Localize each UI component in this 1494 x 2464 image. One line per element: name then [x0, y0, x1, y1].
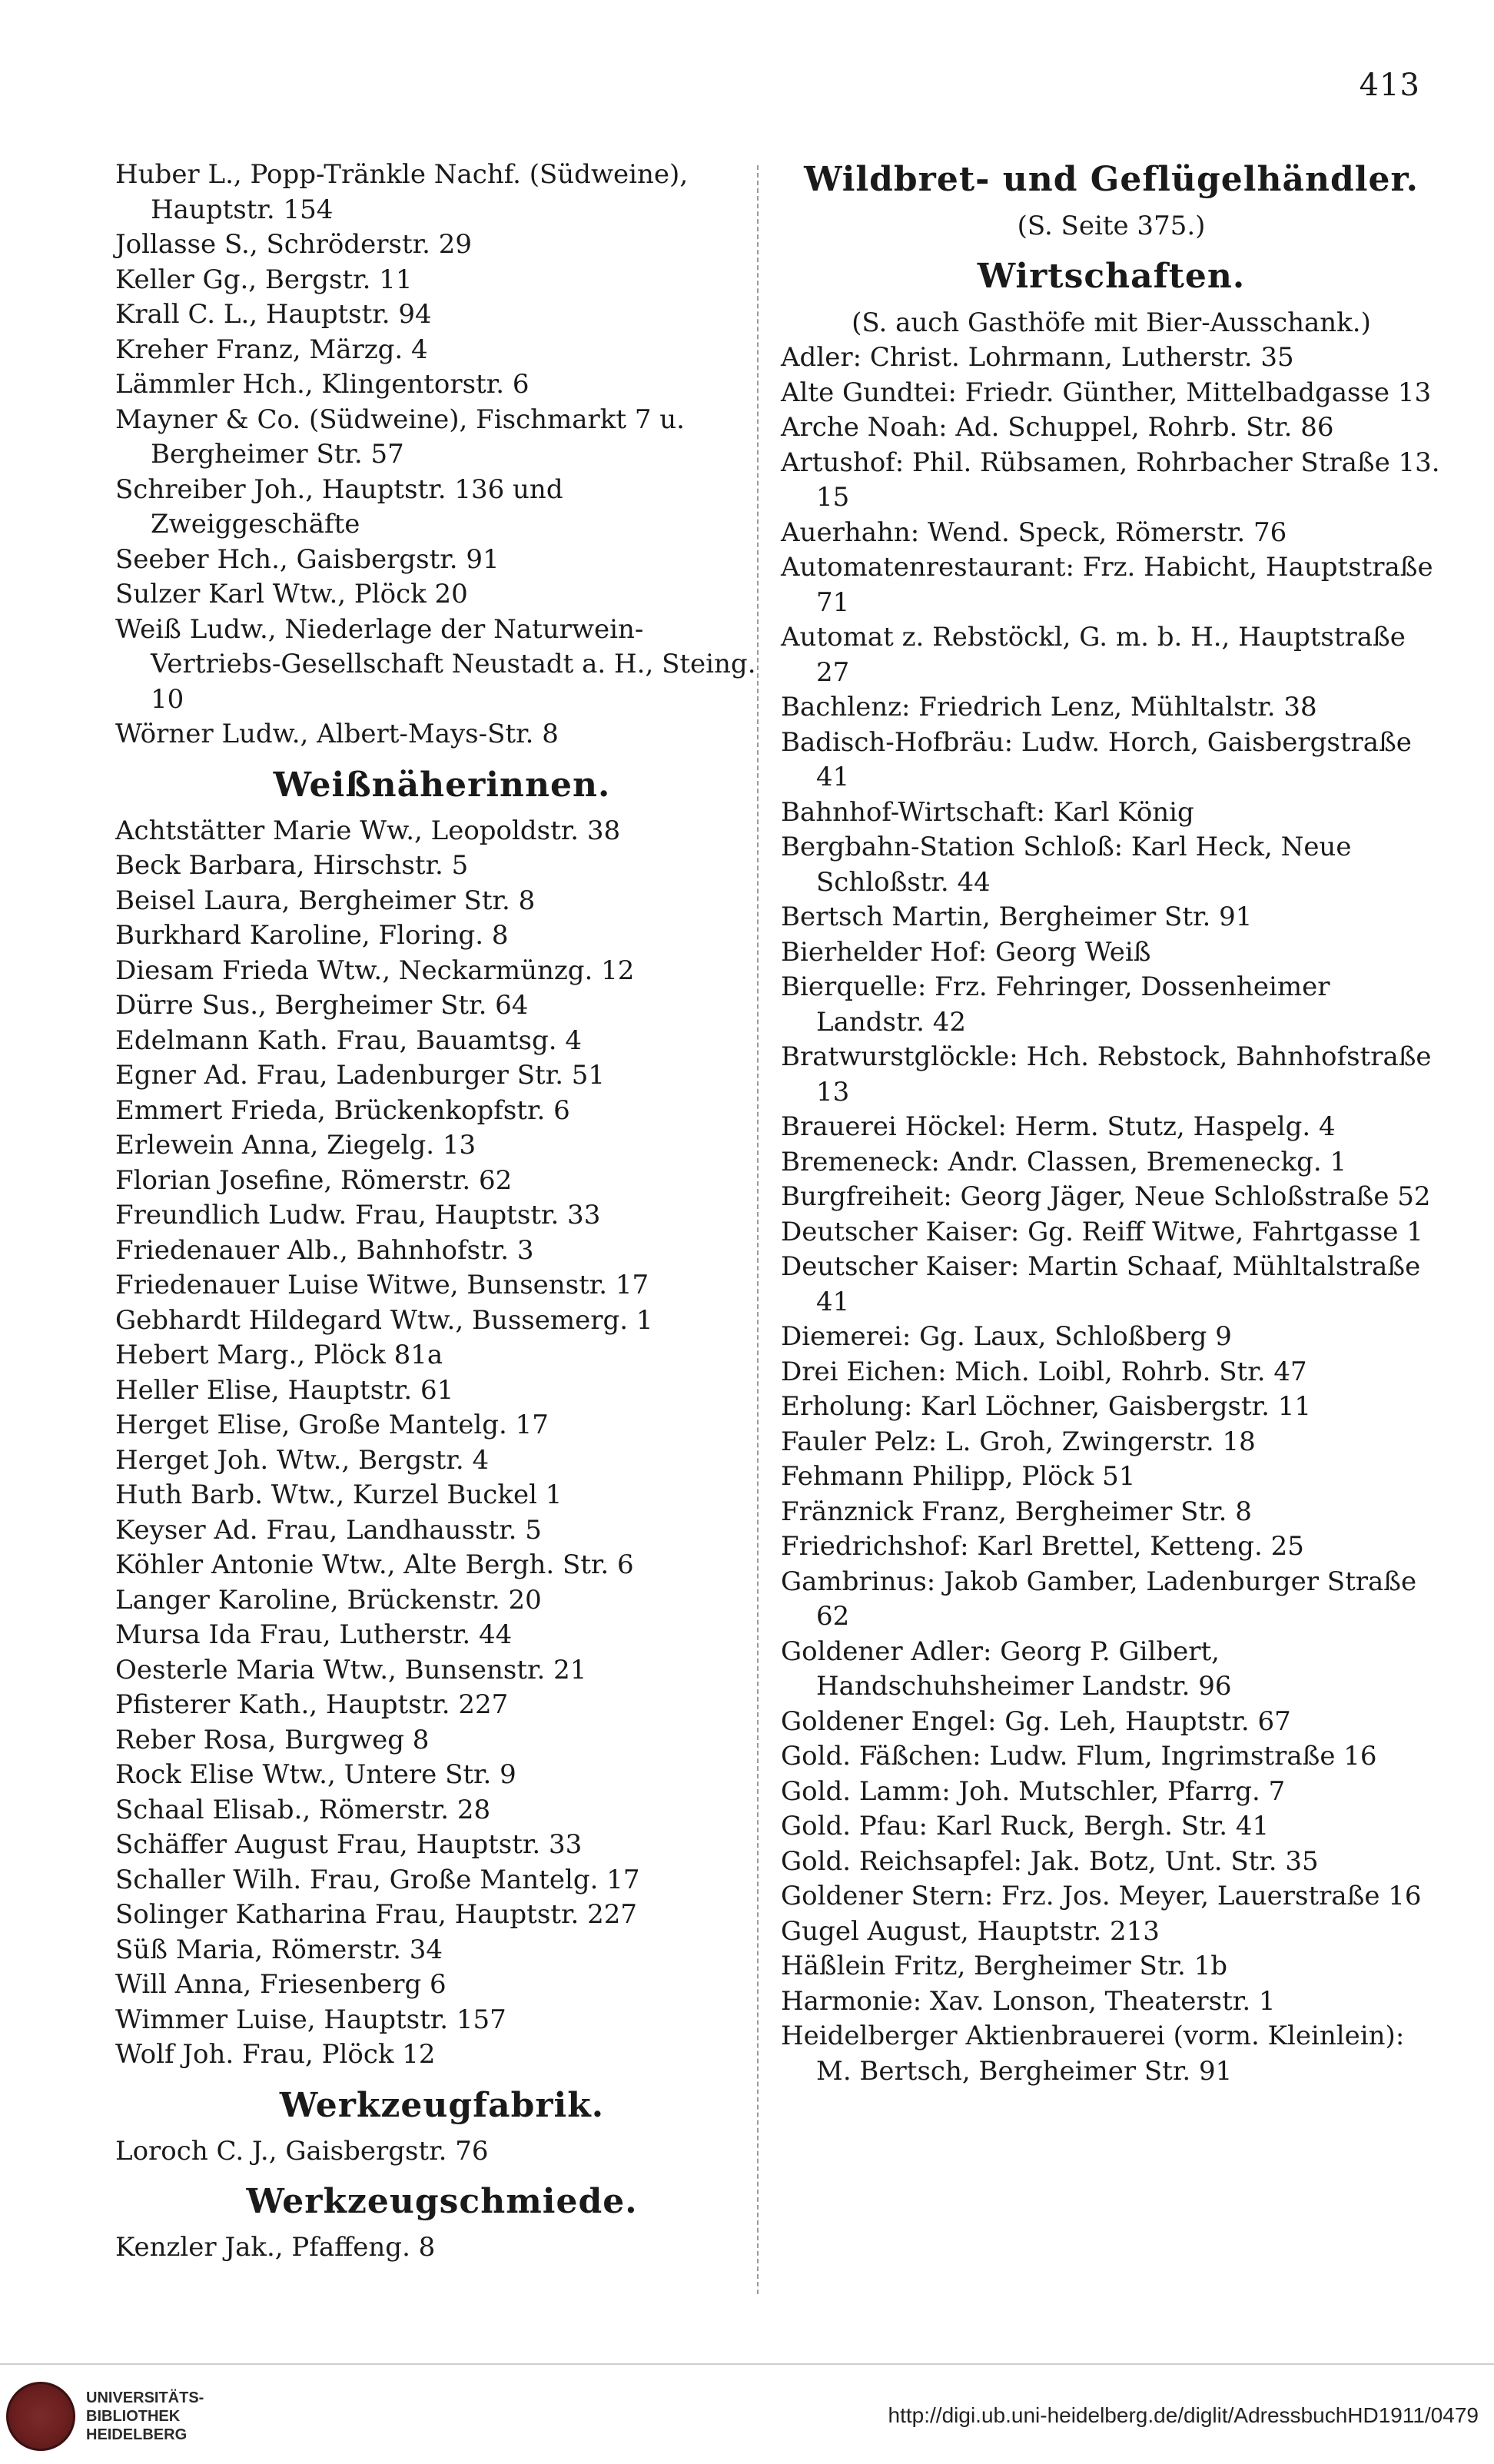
list-item: Friedenauer Luise Witwe, Bunsenstr. 17	[115, 1270, 649, 1300]
list-item: Heidelberger Aktienbrauerei (vorm. Kleinlein): M. Bertsch, Bergheimer Str. 91	[781, 2021, 1405, 2087]
list-item: Herget Elise, Große Mantelg. 17	[115, 1410, 549, 1440]
list-item: Mursa Ida Frau, Lutherstr. 44	[115, 1619, 513, 1650]
list-item: Erlewein Anna, Ziegelg. 13	[115, 1130, 476, 1161]
list-item: Gambrinus: Jakob Gamber, Ladenburger Straße 62	[781, 1566, 1417, 1632]
seal-icon	[6, 2382, 75, 2451]
list-item: Huber L., Popp-Tränkle Nachf. (Südweine), Hauptstr. 154	[115, 159, 689, 225]
list-item: Heller Elise, Hauptstr. 61	[115, 1374, 454, 1406]
list-item: Wörner Ludw., Albert-Mays-Str. 8	[115, 719, 559, 749]
logo-text	[86, 2389, 204, 2444]
list-item: Bahnhof-Wirtschaft: Karl König	[781, 796, 1194, 828]
list-item: Bertsch Martin, Bergheimer Str. 91	[781, 902, 1253, 932]
source-url-link[interactable]: http://digi.ub.uni-heidelberg.de/diglit/AdressbuchHD1911/0479	[888, 2403, 1479, 2427]
list-item: Emmert Frieda, Brückenkopfstr. 6	[115, 1094, 570, 1126]
list-item: Kreher Franz, Märzg. 4	[115, 334, 428, 365]
left-column	[115, 158, 769, 2266]
list-item: Sulzer Karl Wtw., Plöck 20	[115, 579, 468, 609]
list-item: Schaal Elisab., Römerstr. 28	[115, 1794, 491, 1825]
list-item: Pfisterer Kath., Hauptstr. 227	[115, 1689, 509, 1720]
heading-werkzeugfabrik: Werkzeugfabrik.	[279, 2085, 605, 2125]
list-item: Harmonie: Xav. Lonson, Theaterstr. 1	[781, 1985, 1276, 2017]
list-item: Wimmer Luise, Hauptstr. 157	[115, 2004, 506, 2035]
list-item: Diemerei: Gg. Laux, Schloßberg 9	[781, 1321, 1232, 1352]
list-item: Jollasse S., Schröderstr. 29	[115, 229, 473, 260]
list-item: Deutscher Kaiser: Gg. Reiff Witwe, Fahrtgasse 1	[781, 1216, 1423, 1247]
entries-top-list	[115, 158, 769, 752]
list-item: Köhler Antonie Wtw., Alte Bergh. Str. 6	[115, 1549, 634, 1580]
entries-wirtschaften-list	[781, 340, 1442, 2089]
list-item: Krall C. L., Hauptstr. 94	[115, 299, 432, 330]
list-item: Gold. Lamm: Joh. Mutschler, Pfarrg. 7	[781, 1775, 1286, 1807]
list-item: Burgfreiheit: Georg Jäger, Neue Schloßstraße 52	[781, 1181, 1431, 1212]
list-item: Bachlenz: Friedrich Lenz, Mühltalstr. 38	[781, 692, 1317, 722]
list-item: Auerhahn: Wend. Speck, Römerstr. 76	[781, 516, 1287, 548]
list-item: Dürre Sus., Bergheimer Str. 64	[115, 990, 529, 1021]
footer-bar	[0, 2363, 1494, 2464]
list-item: Automat z. Rebstöckl, G. m. b. H., Hauptstraße 27	[781, 622, 1406, 688]
list-item: Lämmler Hch., Klingentorstr. 6	[115, 369, 530, 400]
list-item: Burkhard Karoline, Floring. 8	[115, 920, 509, 951]
library-logo[interactable]	[6, 2382, 204, 2451]
list-item: Gold. Pfau: Karl Ruck, Bergh. Str. 41	[781, 1811, 1270, 1841]
list-item: Kenzler Jak., Pfaffeng. 8	[115, 2232, 436, 2263]
list-item: Fauler Pelz: L. Groh, Zwingerstr. 18	[781, 1426, 1256, 1457]
subheading-wirtschaften: (S. auch Gasthöfe mit Bier-Ausschank.)	[852, 307, 1371, 338]
subheading-wildbret: (S. Seite 375.)	[1017, 211, 1206, 241]
entries-werkzeugfabrik-list	[115, 2134, 769, 2170]
list-item: Adler: Christ. Lohrmann, Lutherstr. 35	[781, 342, 1294, 373]
list-item: Keller Gg., Bergstr. 11	[115, 264, 413, 295]
list-item: Arche Noah: Ad. Schuppel, Rohrb. Str. 86	[781, 412, 1334, 443]
list-item: Erholung: Karl Löchner, Gaisbergstr. 11	[781, 1391, 1312, 1422]
heading-weissnaeherinnen: Weißnäherinnen.	[273, 765, 611, 805]
list-item: Gold. Fäßchen: Ludw. Flum, Ingrimstraße 16	[781, 1741, 1377, 1772]
page-number: 413	[1359, 68, 1420, 103]
list-item: Huth Barb. Wtw., Kurzel Buckel 1	[115, 1479, 563, 1510]
logo-line: BIBLIOTHEK	[86, 2408, 181, 2425]
list-item: Gugel August, Hauptstr. 213	[781, 1915, 1160, 1947]
list-item: Fehmann Philipp, Plöck 51	[781, 1461, 1136, 1492]
list-item: Bratwurstglöckle: Hch. Rebstock, Bahnhofstraße 13	[781, 1041, 1432, 1107]
list-item: Beck Barbara, Hirschstr. 5	[115, 850, 469, 881]
list-item: Automatenrestaurant: Frz. Habicht, Hauptstraße 71	[781, 552, 1433, 618]
list-item: Diesam Frieda Wtw., Neckarmünzg. 12	[115, 955, 635, 986]
heading-werkzeugschmiede: Werkzeugschmiede.	[246, 2182, 638, 2221]
list-item: Bremeneck: Andr. Classen, Bremeneckg. 1	[781, 1146, 1347, 1177]
list-item: Artushof: Phil. Rübsamen, Rohrbacher Straße 13. 15	[781, 447, 1440, 513]
heading-wirtschaften: Wirtschaften.	[977, 257, 1246, 296]
list-item: Drei Eichen: Mich. Loibl, Rohrb. Str. 47	[781, 1356, 1307, 1387]
list-item: Deutscher Kaiser: Martin Schaaf, Mühltalstraße 41	[781, 1251, 1421, 1317]
list-item: Will Anna, Friesenberg 6	[115, 1969, 447, 2000]
entries-weissnaeherinnen-list	[115, 814, 769, 2073]
list-item: Rock Elise Wtw., Untere Str. 9	[115, 1759, 516, 1790]
list-item: Edelmann Kath. Frau, Bauamtsg. 4	[115, 1024, 582, 1056]
list-item: Schaller Wilh. Frau, Große Mantelg. 17	[115, 1864, 640, 1895]
list-item: Mayner & Co. (Südweine), Fischmarkt 7 u. Bergheimer Str. 57	[115, 403, 685, 470]
list-item: Gold. Reichsapfel: Jak. Botz, Unt. Str. 35	[781, 1845, 1319, 1877]
list-item: Oesterle Maria Wtw., Bunsenstr. 21	[115, 1654, 587, 1685]
list-item: Bergbahn-Station Schloß: Karl Heck, Neue Schloßstr. 44	[781, 832, 1352, 898]
heading-wildbret: Wildbret- und Geflügelhändler.	[804, 160, 1419, 199]
list-item: Keyser Ad. Frau, Landhausstr. 5	[115, 1514, 542, 1546]
list-item: Wolf Joh. Frau, Plöck 12	[115, 2039, 436, 2070]
list-item: Goldener Engel: Gg. Leh, Hauptstr. 67	[781, 1705, 1291, 1737]
list-item: Alte Gundtei: Friedr. Günther, Mittelbadgasse 13	[781, 377, 1432, 408]
list-item: Gebhardt Hildegard Wtw., Bussemerg. 1	[115, 1304, 653, 1336]
entries-werkzeugschmiede-list	[115, 2230, 769, 2266]
list-item: Egner Ad. Frau, Ladenburger Str. 51	[115, 1060, 606, 1091]
list-item: Achtstätter Marie Ww., Leopoldstr. 38	[115, 815, 621, 846]
logo-line: HEIDELBERG	[86, 2426, 188, 2443]
list-item: Häßlein Fritz, Bergheimer Str. 1b	[781, 1951, 1228, 1981]
list-item: Bierhelder Hof: Georg Weiß	[781, 936, 1151, 968]
list-item: Langer Karoline, Brückenstr. 20	[115, 1584, 542, 1616]
right-column	[781, 158, 1442, 2089]
list-item: Freundlich Ludw. Frau, Hauptstr. 33	[115, 1200, 601, 1230]
list-item: Florian Josefine, Römerstr. 62	[115, 1164, 513, 1196]
list-item: Seeber Hch., Gaisbergstr. 91	[115, 543, 500, 575]
list-item: Beisel Laura, Bergheimer Str. 8	[115, 885, 536, 916]
list-item: Schäffer August Frau, Hauptstr. 33	[115, 1829, 583, 1860]
list-item: Goldener Stern: Frz. Jos. Meyer, Lauerstraße 16	[781, 1881, 1422, 1911]
list-item: Reber Rosa, Burgweg 8	[115, 1724, 430, 1755]
list-item: Bierquelle: Frz. Fehringer, Dossenheimer Landstr. 42	[781, 971, 1330, 1038]
list-item: Süß Maria, Römerstr. 34	[115, 1934, 443, 1965]
logo-line: UNIVERSITÄTS-	[86, 2389, 204, 2406]
list-item: Herget Joh. Wtw., Bergstr. 4	[115, 1444, 490, 1476]
list-item: Goldener Adler: Georg P. Gilbert, Handschuhsheimer Landstr. 96	[781, 1635, 1232, 1702]
list-item: Fränznick Franz, Bergheimer Str. 8	[781, 1496, 1252, 1527]
list-item: Friedrichshof: Karl Brettel, Ketteng. 25	[781, 1531, 1304, 1562]
list-item: Badisch-Hofbräu: Ludw. Horch, Gaisbergstraße 41	[781, 726, 1412, 792]
list-item: Solinger Katharina Frau, Hauptstr. 227	[115, 1899, 637, 1930]
list-item: Loroch C. J., Gaisbergstr. 76	[115, 2135, 489, 2167]
list-item: Weiß Ludw., Niederlage der Naturwein-Vertriebs-Gesellschaft Neustadt a. H., Steing. 10	[115, 613, 756, 715]
list-item: Friedenauer Alb., Bahnhofstr. 3	[115, 1234, 534, 1266]
list-item: Brauerei Höckel: Herm. Stutz, Haspelg. 4	[781, 1111, 1336, 1142]
list-item: Hebert Marg., Plöck 81a	[115, 1340, 443, 1370]
list-item: Schreiber Joh., Hauptstr. 136 und Zweiggeschäfte	[115, 473, 563, 540]
